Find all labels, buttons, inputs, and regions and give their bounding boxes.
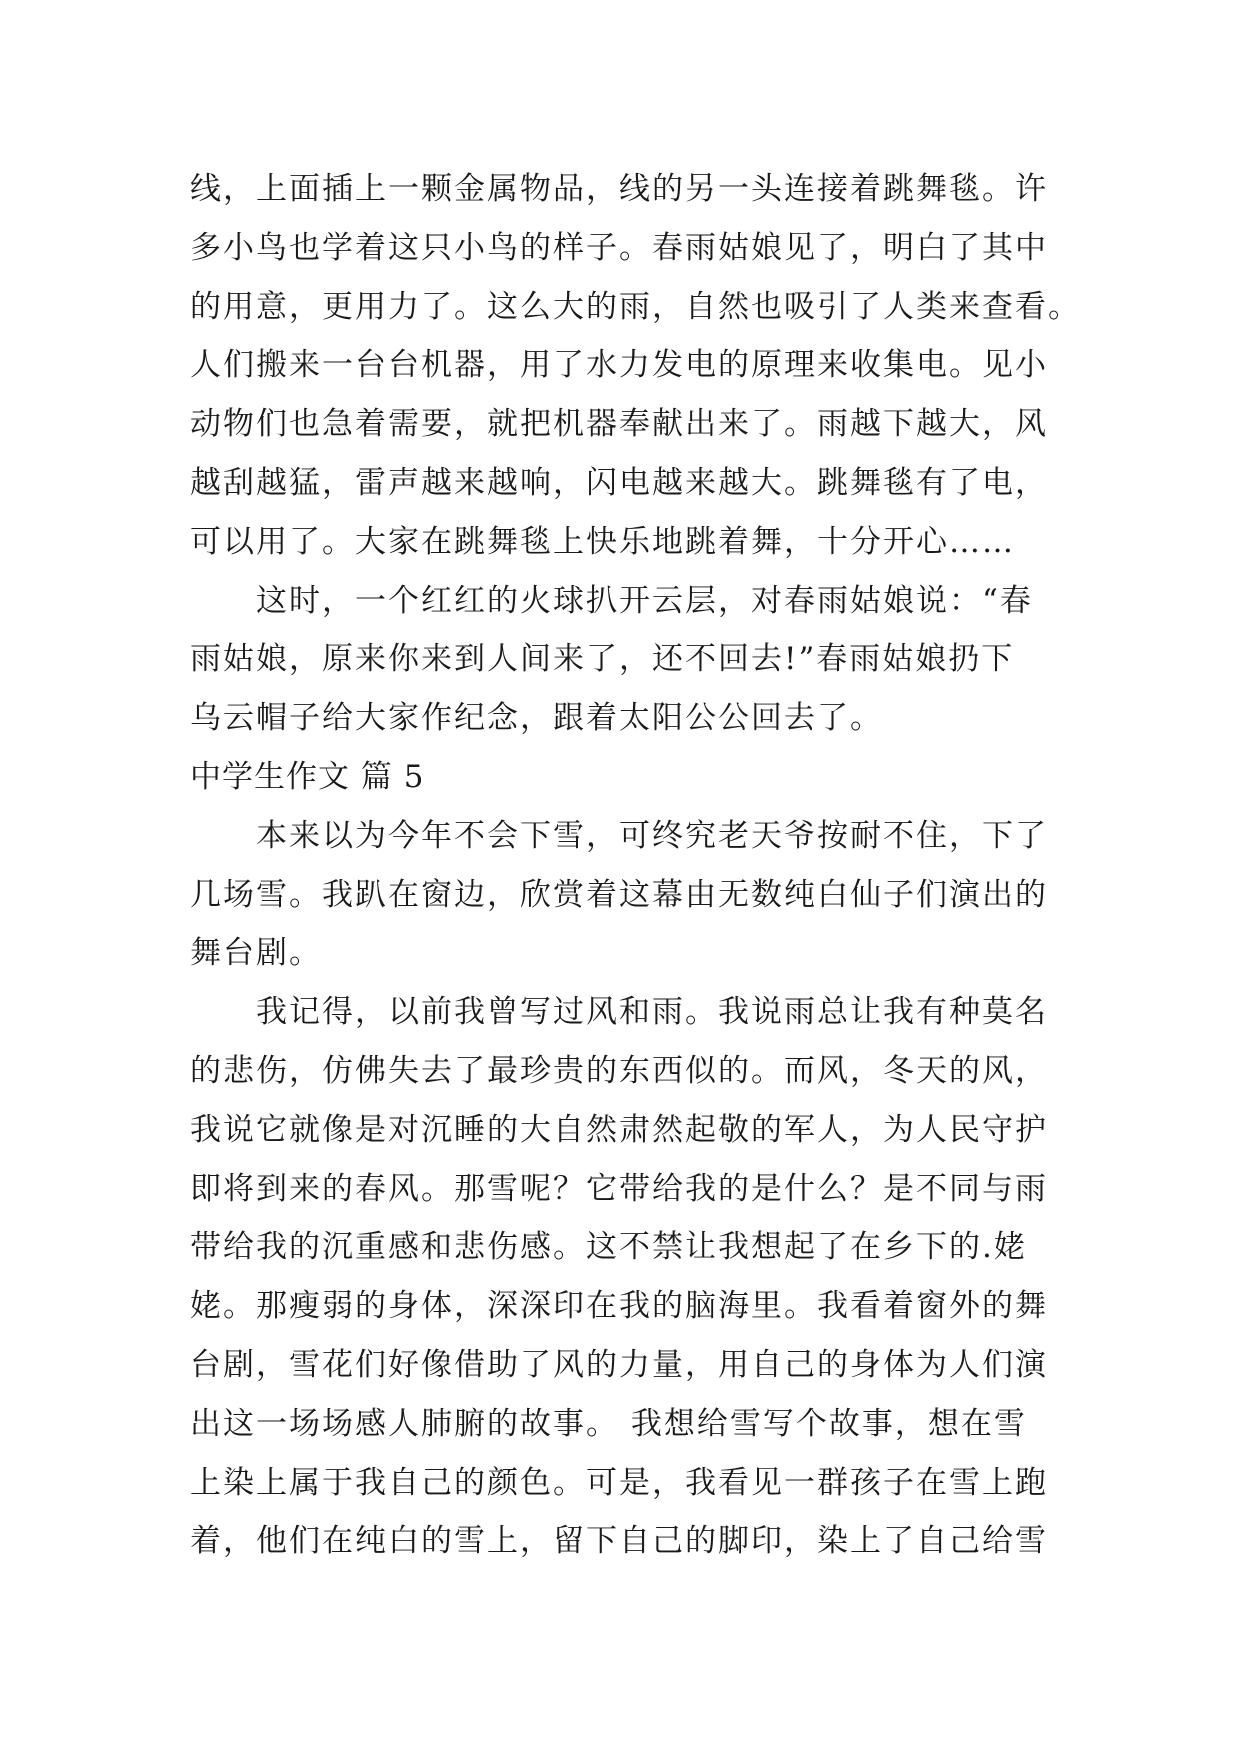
text-line: 雨姑娘，原来你来到人间来了，还不回去!”春雨姑娘扔下 — [190, 641, 1015, 678]
paragraph-first-line: 本来以为今年不会下雪，可终究老天爷按耐不住，下了 — [256, 817, 1048, 854]
text-line: 的悲伤，仿佛失去了最珍贵的东西似的。而风，冬天的风， — [190, 1052, 1048, 1089]
text-line: 即将到来的春风。那雪呢？它带给我的是什么？是不同与雨 — [190, 1170, 1048, 1207]
text-line: 上染上属于我自己的颜色。可是，我看见一群孩子在雪上跑 — [190, 1464, 1048, 1501]
text-line: 越刮越猛，雷声越来越响，闪电越来越大。跳舞毯有了电， — [190, 464, 1048, 501]
text-line: 动物们也急着需要，就把机器奉献出来了。雨越下越大，风 — [190, 406, 1048, 443]
document-body — [190, 160, 1081, 1571]
text-line: 多小鸟也学着这只小鸟的样子。春雨姑娘见了，明白了其中 — [190, 229, 1048, 266]
text-line: 着，他们在纯白的雪上，留下自己的脚印，染上了自己给雪 — [190, 1523, 1048, 1560]
text-line: 出这一场场感人肺腑的故事。 我想给雪写个故事，想在雪 — [190, 1405, 1027, 1442]
text-line: 带给我的沉重感和悲伤感。这不禁让我想起了在乡下的.姥 — [190, 1229, 1027, 1266]
text-line: 人们搬来一台台机器，用了水力发电的原理来收集电。见小 — [190, 347, 1048, 384]
text-line: 几场雪。我趴在窗边，欣赏着这幕由无数纯白仙子们演出的 — [190, 876, 1048, 913]
text-line: 我说它就像是对沉睡的大自然肃然起敬的军人，为人民守护 — [190, 1111, 1048, 1148]
text-line: 可以用了。大家在跳舞毯上快乐地跳着舞，十分开心…… — [190, 523, 1015, 560]
paragraph-first-line: 这时，一个红红的火球扒开云层，对春雨姑娘说：“春 — [256, 582, 1033, 619]
text-line: 姥。那瘦弱的身体，深深印在我的脑海里。我看着窗外的舞 — [190, 1288, 1048, 1325]
text-line: 台剧，雪花们好像借助了风的力量，用自己的身体为人们演 — [190, 1346, 1048, 1383]
text-line: 乌云帽子给大家作纪念，跟着太阳公公回去了。 — [190, 700, 883, 737]
text-line: 舞台剧。 — [190, 935, 322, 972]
text-line: 线，上面插上一颗金属物品，线的另一头连接着跳舞毯。许 — [190, 171, 1048, 207]
section-heading: 中学生作文 篇 5 — [190, 758, 425, 795]
text-line: 的用意，更用力了。这么大的雨，自然也吸引了人类来查看。 — [190, 288, 1081, 325]
paragraph-first-line: 我记得，以前我曾写过风和雨。我说雨总让我有种莫名 — [256, 994, 1048, 1031]
